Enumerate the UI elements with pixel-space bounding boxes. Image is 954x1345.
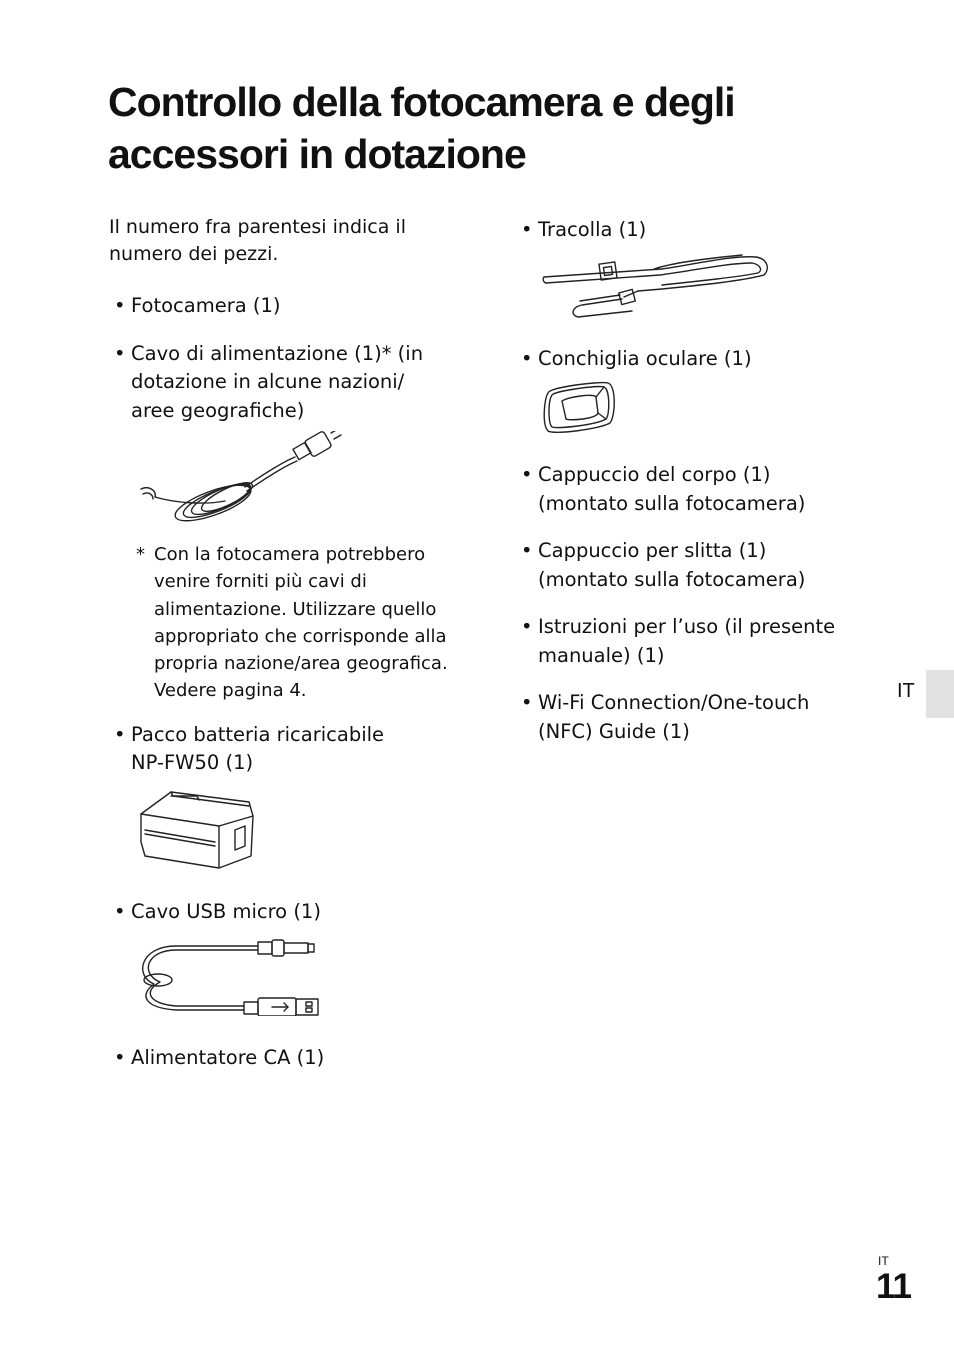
- page-title: [108, 76, 828, 180]
- footnote-line: alimentazione. Utilizzare quello: [154, 598, 437, 620]
- footnote-line: appropriato che corrisponde alla: [154, 625, 447, 647]
- item-label: NP-FW50 (1): [131, 751, 254, 775]
- item-label: (montato sulla fotocamera): [538, 567, 806, 591]
- item-eyecup: [516, 345, 886, 374]
- item-ac-adaptor: [109, 1044, 484, 1073]
- item-label: • Cappuccio per slitta (1): [538, 539, 767, 562]
- page-title-line: Controllo della fotocamera e degli: [108, 79, 735, 125]
- intro-text: [109, 214, 484, 268]
- page-number: 11: [876, 1267, 911, 1306]
- item-label: (montato sulla fotocamera): [538, 491, 806, 515]
- item-label: • Istruzioni per l’uso (il presente: [538, 615, 836, 638]
- right-column: [516, 214, 886, 746]
- page-title-line: accessori in dotazione: [108, 131, 526, 177]
- item-usb-cable: [109, 898, 484, 927]
- item-label: • Pacco batteria ricaricabile: [131, 722, 385, 746]
- footnote-line: Vedere pagina 4.: [154, 680, 307, 702]
- intro-line: Il numero fra parentesi indica il: [109, 216, 406, 238]
- item-body-cap: [516, 461, 886, 518]
- left-column: [109, 214, 484, 1073]
- language-tab: [926, 670, 954, 718]
- item-wifi-guide: [516, 689, 886, 746]
- item-label: • Alimentatore CA (1): [131, 1046, 325, 1070]
- item-label: • Fotocamera (1): [131, 294, 281, 317]
- item-label: • Cavo USB micro (1): [131, 899, 321, 923]
- item-label: • Cavo di alimentazione (1)* (in: [131, 341, 424, 365]
- footer-language: IT: [878, 1254, 889, 1268]
- power-cord-footnote: [109, 541, 484, 705]
- item-label: • Tracolla (1): [538, 218, 647, 241]
- item-label: • Conchiglia oculare (1): [538, 346, 752, 370]
- item-battery-pack: [109, 721, 484, 778]
- power-cord-icon: [135, 431, 375, 531]
- item-label: • Wi-Fi Connection/One-touch: [538, 691, 810, 714]
- item-power-cord: [109, 340, 484, 426]
- item-instructions: [516, 613, 886, 670]
- footnote-line: Con la fotocamera potrebbero: [154, 544, 426, 565]
- footnote-line: propria nazione/area geografica.: [154, 653, 448, 675]
- item-label: manuale) (1): [538, 643, 665, 667]
- intro-line: numero dei pezzi.: [109, 243, 279, 265]
- usb-cable-icon: [136, 936, 326, 1016]
- item-camera: [109, 292, 484, 321]
- item-label: • Cappuccio del corpo (1): [538, 463, 771, 486]
- item-label: aree geografiche): [131, 398, 305, 422]
- footnote-line: venire forniti più cavi di: [154, 571, 367, 593]
- item-shoe-cap: [516, 537, 886, 594]
- battery-pack-icon: [137, 786, 267, 872]
- item-label: dotazione in alcune nazioni/: [131, 370, 405, 393]
- language-tab-label: IT: [897, 680, 915, 702]
- footnote-mark: *: [136, 544, 145, 565]
- item-shoulder-strap: [516, 216, 886, 245]
- shoulder-strap-icon: [542, 251, 774, 323]
- item-label: (NFC) Guide (1): [538, 719, 690, 743]
- eyecup-icon: [540, 379, 620, 439]
